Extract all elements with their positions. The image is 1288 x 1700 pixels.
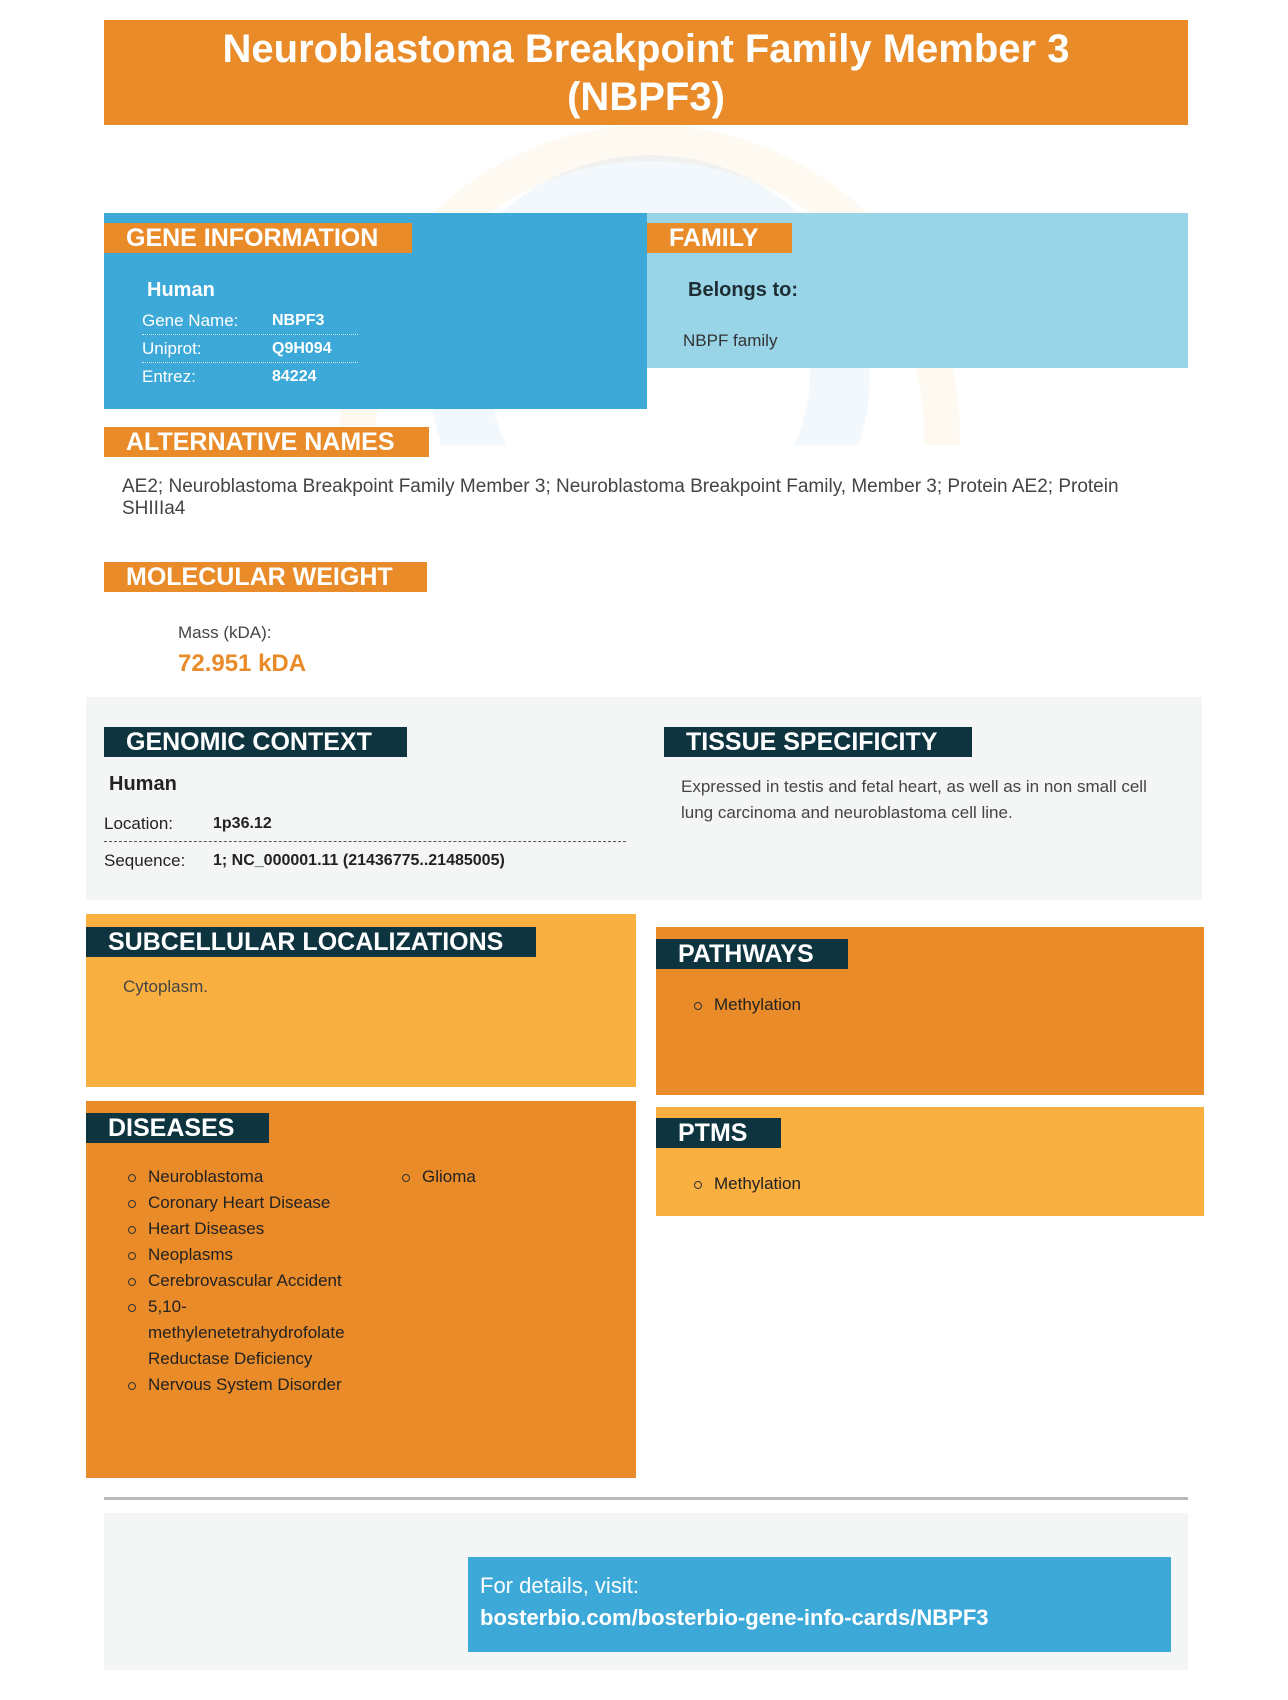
subcellular-localizations-heading: SUBCELLULAR LOCALIZATIONS [86,927,536,957]
list-item: Heart Diseases [124,1216,369,1242]
molecular-weight-heading: MOLECULAR WEIGHT [104,562,427,592]
sequence-label: Sequence: [104,850,186,870]
gene-species: Human [147,279,215,301]
ptms-heading: PTMS [656,1118,781,1148]
tissue-specificity-text: Expressed in testis and fetal heart, as well as in non small cell lung carcinoma and neuroblastoma cell line. [681,777,1147,822]
gene-information-panel [104,213,647,409]
uniprot-row [142,335,358,363]
location-row [104,807,626,842]
pathways-heading: PATHWAYS [656,939,848,969]
page-title: Neuroblastoma Breakpoint Family Member 3 (NBPF3) [104,20,1188,125]
tissue-specificity-heading: TISSUE SPECIFICITY [664,727,972,757]
details-link-box[interactable] [468,1557,1171,1652]
sequence-row [104,843,626,878]
entrez-value: 84224 [272,368,317,385]
list-item: Neoplasms [124,1242,369,1268]
entrez-row [142,363,358,391]
list-item: Methylation [690,992,801,1018]
list-item: Glioma [398,1164,598,1190]
list-item: Nervous System Disorder [124,1372,369,1398]
location-value: 1p36.12 [213,815,272,832]
genomic-species: Human [109,773,177,795]
gene-name-value: NBPF3 [272,311,325,329]
gene-information-heading: GENE INFORMATION [104,223,412,253]
pathways-list [690,992,801,1018]
genomic-context-heading: GENOMIC CONTEXT [104,727,407,757]
details-label: For details, visit: [480,1573,639,1598]
family-value: NBPF family [683,331,778,350]
diseases-list-col1 [124,1164,369,1398]
gene-name-row [142,307,358,335]
sequence-value: 1; NC_000001.11 (21436775..21485005) [213,851,505,869]
location-label: Location: [104,814,173,833]
uniprot-label: Uniprot: [142,338,202,358]
details-link[interactable]: bosterbio.com/bosterbio-gene-info-cards/NBPF3 [480,1605,989,1630]
diseases-list-col2 [398,1164,598,1190]
alternative-names-text: AE2; Neuroblastoma Breakpoint Family Member 3; Neuroblastoma Breakpoint Family, Member 3; Protein AE2; Protein SHIIIa4 [122,476,1119,519]
mass-value: 72.951 kDA [178,650,307,677]
family-panel [647,213,1188,368]
subcellular-panel [86,914,636,1087]
uniprot-value: Q9H094 [272,339,332,357]
ptms-list [690,1171,801,1197]
list-item: Cerebrovascular Accident [124,1268,369,1294]
mass-label: Mass (kDA): [178,623,272,642]
list-item: 5,10-methylenetetrahydrofolate Reductase Deficiency [124,1294,369,1372]
family-heading: FAMILY [647,223,792,253]
gene-name-label: Gene Name: [142,310,239,330]
alternative-names-heading: ALTERNATIVE NAMES [104,427,429,457]
ptms-panel [656,1107,1204,1216]
list-item: Neuroblastoma [124,1164,369,1190]
diseases-heading: DISEASES [86,1113,269,1143]
subcellular-localizations-text: Cytoplasm. [123,977,209,996]
list-item: Methylation [690,1171,801,1197]
footer-divider [104,1497,1188,1500]
list-item: Coronary Heart Disease [124,1190,369,1216]
entrez-label: Entrez: [142,367,196,386]
belongs-to-label: Belongs to: [688,279,798,301]
